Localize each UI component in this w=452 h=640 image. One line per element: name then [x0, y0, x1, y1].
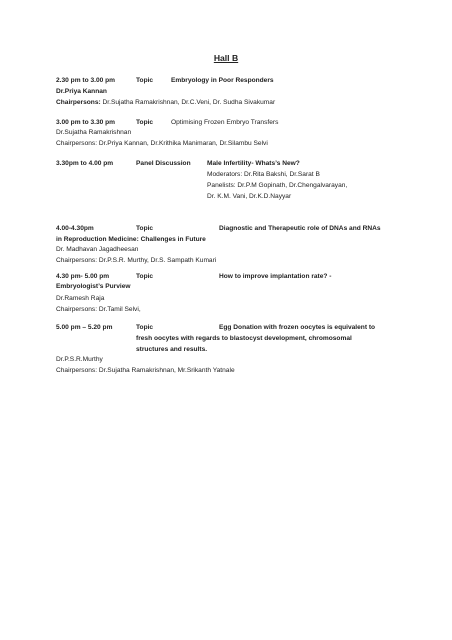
chairpersons-label: Chairpersons: [56, 140, 98, 147]
session-kind: Topic [136, 77, 154, 84]
session-kind: Panel Discussion [136, 160, 191, 167]
session-topic: Embryology in Poor Responders [171, 77, 274, 84]
session-speaker: Dr.Ramesh Raja [56, 295, 105, 302]
session-topic-cont: fresh oocytes with regards to blastocyst development, chromosomal [136, 335, 352, 342]
session-topic-cont: Embryologist’s Purview [56, 283, 131, 290]
session-topic-cont: in Reproduction Medicine: Challenges in Future [56, 236, 206, 243]
chairpersons-names: Dr.Sujatha Ramakrishnan, Dr.C.Veni, Dr. Sudha Sivakumar [100, 99, 276, 106]
chairpersons-label: Chairpersons: [56, 367, 98, 374]
session-chairpersons [56, 139, 268, 148]
session-kind: Topic [136, 273, 154, 280]
session-time: 2.30 pm to 3.00 pm [56, 77, 115, 84]
chairpersons-names: Dr.Priya Kannan, Dr.Krithika Manimaran, Dr.Silambu Selvi [97, 140, 268, 147]
session-topic: How to improve implantation rate? - [219, 273, 332, 280]
session-time: 3.00 pm to 3.30 pm [56, 119, 115, 126]
session-speaker: Dr.Sujatha Ramakrishnan [56, 129, 132, 136]
session-topic: Optimising Frozen Embryo Transfers [171, 119, 279, 126]
chairpersons-label: Chairpersons: [56, 257, 98, 264]
session-chairpersons [56, 98, 275, 107]
session-topic-cont-2: structures and results. [136, 346, 208, 353]
session-time: 5.00 pm – 5.20 pm [56, 324, 113, 331]
session-chairpersons [56, 366, 235, 375]
chairpersons-names: Dr.Tamil Selvi, [97, 306, 141, 313]
session-chairpersons [56, 256, 216, 265]
session-time: 4.30 pm- 5.00 pm [56, 273, 110, 280]
session-speaker: Dr.Priya Kannan [56, 88, 107, 95]
chairpersons-label: Chairpersons: [56, 306, 98, 313]
session-chairpersons [56, 305, 141, 314]
session-topic: Male Infertility- Whats’s New? [207, 160, 300, 167]
session-kind: Topic [136, 119, 154, 126]
chairpersons-names: Dr.Sujatha Ramakrishnan, Mr.Srikanth Yatnale [97, 367, 235, 374]
session-panelists-cont: Dr. K.M. Vani, Dr.K.D.Nayyar [207, 193, 292, 200]
session-time: 4.00-4.30pm [56, 225, 94, 232]
session-kind: Topic [136, 324, 154, 331]
session-kind: Topic [136, 225, 154, 232]
session-speaker: Dr.P.S.R.Murthy [56, 356, 103, 363]
session-topic: Diagnostic and Therapeutic role of DNAs and RNAs [219, 225, 381, 232]
session-moderators: Moderators: Dr.Rita Bakshi, Dr.Sarat B [207, 171, 320, 178]
session-topic: Egg Donation with frozen oocytes is equivalent to [219, 324, 376, 331]
chairpersons-names: Dr.P.S.R. Murthy, Dr.S. Sampath Kumari [97, 257, 217, 264]
session-time: 3.30pm to 4.00 pm [56, 160, 114, 167]
chairpersons-label: Chairpersons: [56, 99, 101, 106]
session-panelists: Panelists: Dr.P.M Gopinath, Dr.Chengalvarayan, [207, 182, 348, 189]
session-speaker: Dr. Madhavan Jagadheesan [56, 246, 139, 253]
hall-title: Hall B [213, 53, 239, 63]
